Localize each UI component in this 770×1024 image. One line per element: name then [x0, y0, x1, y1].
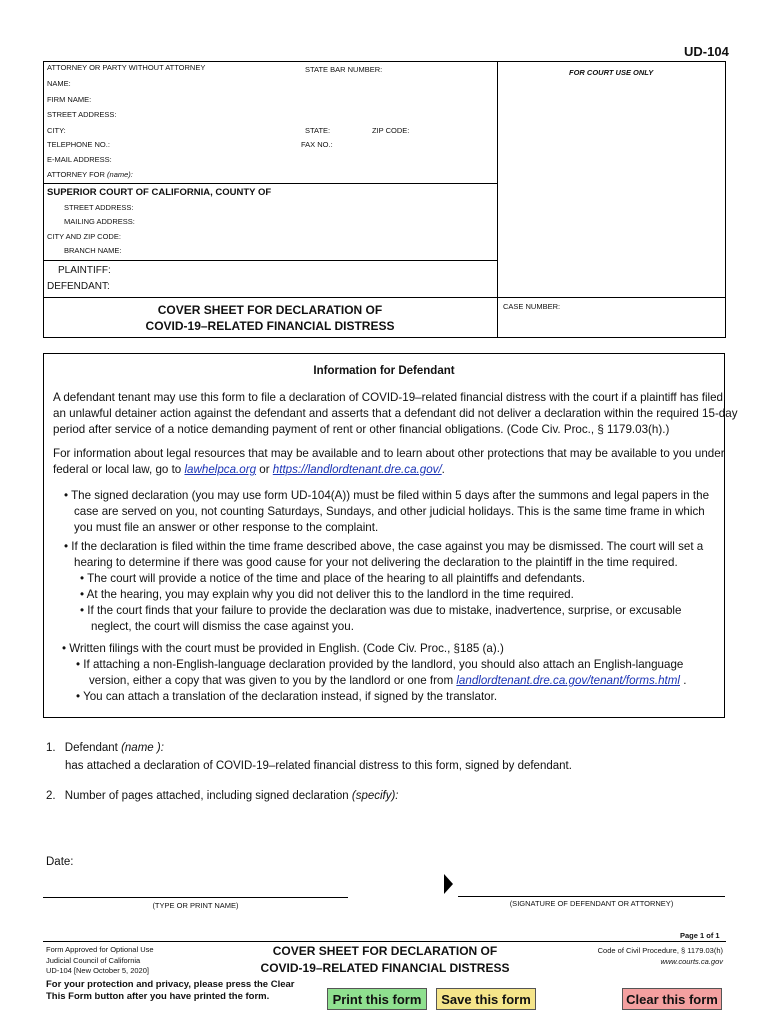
- item-2-number: 2.: [46, 790, 56, 802]
- attorney-for-hint: (name):: [107, 170, 133, 179]
- signature-line: [458, 896, 725, 897]
- court-branch-label: BRANCH NAME:: [64, 246, 122, 255]
- telephone-label: TELEPHONE NO.:: [47, 140, 110, 149]
- plaintiff-label: PLAINTIFF:: [58, 265, 111, 276]
- info-heading: Information for Defendant: [313, 365, 455, 377]
- info-subbullet: • If attaching a non-English-language declaration provided by the landlord, you should also attach an English-language: [76, 658, 684, 671]
- lawhelpca-link[interactable]: lawhelpca.org: [184, 463, 257, 476]
- item-1-hint: (name ):: [121, 742, 164, 754]
- info-bullet-line: case are served on you, not counting Saturdays, Sundays, and other judicial holidays. This is the same time frame in which: [74, 505, 705, 518]
- info-subbullet: • You can attach a translation of the declaration instead, if signed by the translator.: [76, 690, 498, 703]
- info-bullet-line: • The signed declaration (you may use form UD-104(A)) must be filed within 5 days after the summons and legal papers in the: [64, 489, 710, 502]
- parties-bottom-rule: [43, 297, 726, 298]
- item-1-label: Defendant: [64, 742, 118, 754]
- attorney-for-label: [47, 170, 133, 179]
- info-subbullet-end: .: [679, 674, 687, 687]
- case-number-label: CASE NUMBER:: [503, 302, 561, 311]
- court-title: SUPERIOR COURT OF CALIFORNIA, COUNTY OF: [47, 187, 272, 198]
- zip-code-label: ZIP CODE:: [372, 126, 410, 135]
- attorney-label: ATTORNEY OR PARTY WITHOUT ATTORNEY: [47, 63, 206, 72]
- form-title-line2: COVID-19–RELATED FINANCIAL DISTRESS: [145, 319, 395, 333]
- info-subbullet: • At the hearing, you may explain why you did not deliver this to the landlord in the time required.: [80, 588, 574, 601]
- name-label: NAME:: [47, 79, 71, 88]
- attorney-for-text: ATTORNEY FOR: [47, 170, 105, 179]
- email-label: E-MAIL ADDRESS:: [47, 155, 112, 164]
- info-p1-line: period after service of a notice demanding payment of rent or other financial obligations. (Code Civ. Proc., § 1179.03(h).): [53, 423, 670, 436]
- item-2-label: Number of pages attached, including signed declaration: [64, 790, 349, 802]
- header-top-rule: [43, 61, 726, 62]
- print-name-field[interactable]: [43, 880, 348, 896]
- footer-title: [230, 943, 540, 977]
- courts-website: www.courts.ca.gov: [660, 957, 723, 966]
- date-field[interactable]: [85, 855, 285, 870]
- privacy-notice-line1: For your protection and privacy, please press the Clear: [46, 979, 295, 990]
- info-p1-line: an unlawful detainer action against the defendant and asserts that a defendant did not deliver a declaration within the required 15-day: [53, 407, 738, 420]
- court-city-zip-label: CITY AND ZIP CODE:: [47, 232, 121, 241]
- landlordtenant-link[interactable]: https://landlordtenant.dre.ca.gov/: [272, 463, 442, 476]
- save-form-button[interactable]: Save this form: [436, 988, 536, 1010]
- item-2: [46, 790, 399, 802]
- court-use-label: FOR COURT USE ONLY: [569, 68, 654, 77]
- item-1-text: has attached a declaration of COVID-19–related financial distress to this form, signed by defendant.: [65, 760, 572, 772]
- city-label: CITY:: [47, 126, 66, 135]
- code-reference: Code of Civil Procedure, § 1179.03(h): [597, 946, 723, 955]
- form-title: [43, 302, 497, 334]
- item-1-number: 1.: [46, 742, 56, 754]
- info-p2-line: [53, 462, 725, 478]
- state-label: STATE:: [305, 126, 331, 135]
- item-1: [46, 742, 164, 754]
- footer-title-line2: COVID-19–RELATED FINANCIAL DISTRESS: [260, 961, 510, 975]
- info-bullet-3: [62, 641, 686, 705]
- footer-rule: [43, 941, 726, 942]
- info-bullet-2: [64, 539, 703, 635]
- info-bullet-line: • If the declaration is filed within the time frame described above, the case against you may be dismissed. The court will set a: [64, 540, 704, 553]
- print-name-line: [43, 897, 348, 898]
- court-street-label: STREET ADDRESS:: [64, 203, 134, 212]
- footer-approval-line: Judicial Council of California: [46, 955, 141, 965]
- info-subbullet: • The court will provide a notice of the time and place of the hearing to all plaintiffs and defendants.: [80, 572, 586, 585]
- info-paragraph-2: [53, 446, 725, 478]
- info-p2-end: .: [441, 463, 445, 476]
- pages-attached-field[interactable]: [400, 790, 720, 804]
- fax-label: FAX NO.:: [301, 140, 333, 149]
- clear-form-button[interactable]: Clear this form: [622, 988, 722, 1010]
- header-bottom-rule: [43, 337, 726, 338]
- info-subbullet: [62, 673, 686, 689]
- state-bar-label: STATE BAR NUMBER:: [305, 65, 383, 74]
- type-name-caption: (TYPE OR PRINT NAME): [152, 901, 239, 910]
- info-p2-line: For information about legal resources that may be available and to learn about other protections that may be available to you under: [53, 447, 725, 460]
- privacy-notice-line2: This Form button after you have printed the form.: [46, 991, 270, 1002]
- attorney-bottom-rule: [43, 183, 498, 184]
- info-bullet-line: • Written filings with the court must be provided in English. (Code Civ. Proc., §185 (a).): [62, 642, 504, 655]
- info-bullet-line: you must file an answer or other response to the complaint.: [74, 521, 379, 534]
- footer-title-line1: COVER SHEET FOR DECLARATION OF: [272, 944, 498, 958]
- firm-name-label: FIRM NAME:: [47, 95, 92, 104]
- item-2-hint: (specify):: [351, 790, 399, 802]
- form-title-line1: COVER SHEET FOR DECLARATION OF: [157, 303, 383, 317]
- page-number: Page 1 of 1: [680, 931, 720, 940]
- tenant-forms-link[interactable]: landlordtenant.dre.ca.gov/tenant/forms.html: [456, 674, 680, 687]
- info-subbullet-text: version, either a copy that was given to you by the landlord or one from: [89, 674, 457, 687]
- footer-approval-line: UD-104 [New October 5, 2020]: [46, 966, 149, 975]
- info-subbullet: • If the court finds that your failure to provide the declaration was due to mistake, inadvertence, surprise, or excusable: [80, 604, 682, 617]
- privacy-notice: [46, 979, 294, 1003]
- footer-reference: [560, 945, 723, 967]
- info-p2-text: federal or local law, go to: [53, 463, 185, 476]
- info-p1-line: A defendant tenant may use this form to file a declaration of COVID-19–related financial distress with the court if a plaintiff has filed: [53, 391, 724, 404]
- form-id: UD-104: [684, 44, 729, 59]
- info-subbullet: neglect, the court will dismiss the case against you.: [91, 620, 354, 633]
- print-form-button[interactable]: Print this form: [327, 988, 427, 1010]
- info-paragraph-1: [53, 390, 738, 438]
- signature-caption: (SIGNATURE OF DEFENDANT OR ATTORNEY): [509, 899, 674, 908]
- info-bullet-1: [64, 488, 709, 536]
- info-bullet-line: hearing to determine if there was good cause for your not delivering the declaration to the plaintiff in the time required.: [74, 556, 678, 569]
- footer-approval-line: Form Approved for Optional Use: [46, 945, 154, 954]
- signature-arrow-icon: [444, 874, 453, 894]
- court-mailing-label: MAILING ADDRESS:: [64, 217, 135, 226]
- defendant-name-field[interactable]: [190, 742, 720, 756]
- street-address-label: STREET ADDRESS:: [47, 110, 117, 119]
- footer-approval: [46, 945, 154, 977]
- date-label: Date:: [46, 856, 74, 868]
- defendant-label: DEFENDANT:: [47, 281, 110, 292]
- court-bottom-rule: [43, 260, 498, 261]
- info-p2-or: or: [256, 463, 273, 476]
